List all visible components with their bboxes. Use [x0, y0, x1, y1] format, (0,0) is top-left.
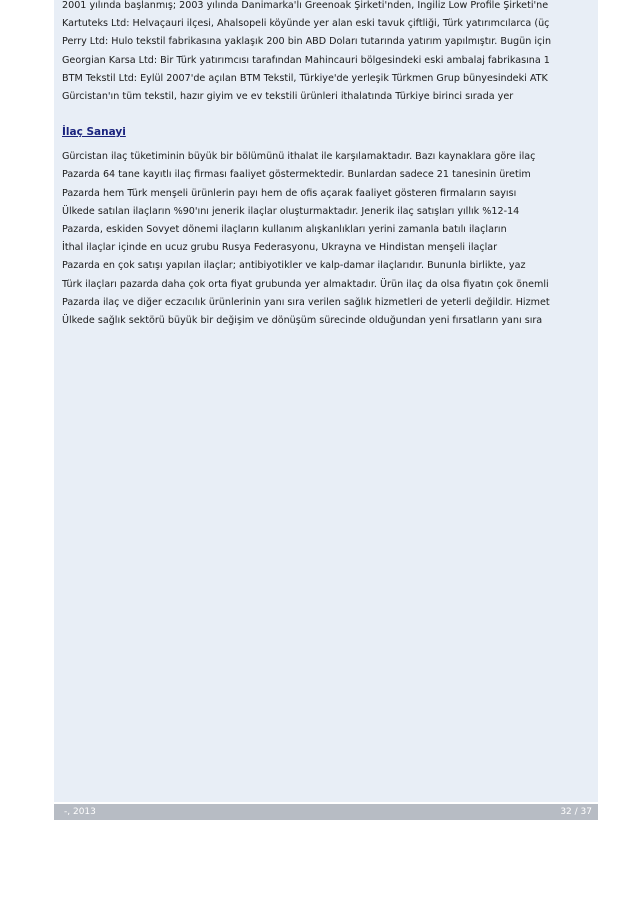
section-heading-ilac-sanayi: İlaç Sanayi [62, 126, 126, 139]
paragraph-soviet-habits: Pazarda, eskiden Sovyet dönemi ilaçların kullanım alışkanlıkları yerini zamanla batılı ilaçların [62, 224, 507, 236]
page-footer-bar [54, 804, 598, 820]
document-body [54, 0, 598, 802]
paragraph-kartuteks-ltd: Kartuteks Ltd: Helvaçauri ilçesi, Ahalsopeli köyünde yer alan eski tavuk çiftliği, Türk yatırımcılarca (üç [62, 18, 550, 30]
footer-date: -, 2013 [64, 807, 96, 817]
paragraph-health-services: Pazarda ilaç ve diğer eczacılık ürünlerinin yanı sıra verilen sağlık hizmetleri de yeterli değildir. Hizmet [62, 296, 550, 308]
paragraph-turkish-price: Türk ilaçları pazarda daha çok orta fiyat grubunda yer almaktadır. Ürün ilaç da olsa fiyatın çok önemli [62, 278, 549, 290]
paragraph-georgian-karsa-ltd: Georgian Karsa Ltd: Bir Türk yatırımcısı tarafından Mahincauri bölgesindeki eski ambalaj fabrikasına 1 [62, 54, 550, 66]
paragraph-btm-tekstil-ltd: BTM Tekstil Ltd: Eylül 2007'de açılan BTM Tekstil, Türkiye'de yerleşik Türkmen Grup bünyesindeki ATK [62, 72, 548, 84]
paragraph-turkish-share: Pazarda hem Türk menşeli ürünlerin payı hem de ofis açarak faaliyet gösteren firmaların sayısı [62, 187, 517, 199]
paragraph-pharma-consumption: Gürcistan ilaç tüketiminin büyük bir bölümünü ithalat ile karşılamaktadır. Bazı kaynaklara göre ilaç [62, 151, 536, 163]
paragraph-best-sellers: Pazarda en çok satışı yapılan ilaçlar; antibiyotikler ve kalp-damar ilaçlarıdır. Bununla birlikte, yaz [62, 260, 526, 272]
paragraph-perry-ltd: Perry Ltd: Hulo tekstil fabrikasına yaklaşık 200 bin ABD Doları tutarında yatırım yapılmıştır. Bugün için [62, 36, 552, 48]
paragraph-cheap-imports: İthal ilaçlar içinde en ucuz grubu Rusya Federasyonu, Ukrayna ve Hindistan menşeli ilaçlar [62, 242, 498, 254]
paragraph-ltd-batumitex-cont: 2001 yılında başlanmış; 2003 yılında Danimarka'lı Greenoak Şirketi'nden, İngiliz Low Profile Şirketi'ne [62, 0, 549, 11]
paragraph-generic-drugs: Ülkede satılan ilaçların %90'ını jenerik ilaçlar oluşturmaktadır. Jenerik ilaç satışları yıllık %12-14 [62, 205, 520, 217]
paragraph-textile-imports: Gürcistan'ın tüm tekstil, hazır giyim ve ev tekstili ürünleri ithalatında Türkiye birinci sırada yer [62, 91, 514, 103]
paragraph-pharma-firms: Pazarda 64 tane kayıtlı ilaç firması faaliyet göstermektedir. Bunlardan sadece 21 tanesinin üretim [62, 169, 531, 181]
paragraph-sector-transformation: Ülkede sağlık sektörü büyük bir değişim ve dönüşüm sürecinde olduğundan yeni fırsatların yanı sıra [62, 315, 543, 327]
page-number: 32 / 37 [560, 807, 592, 817]
